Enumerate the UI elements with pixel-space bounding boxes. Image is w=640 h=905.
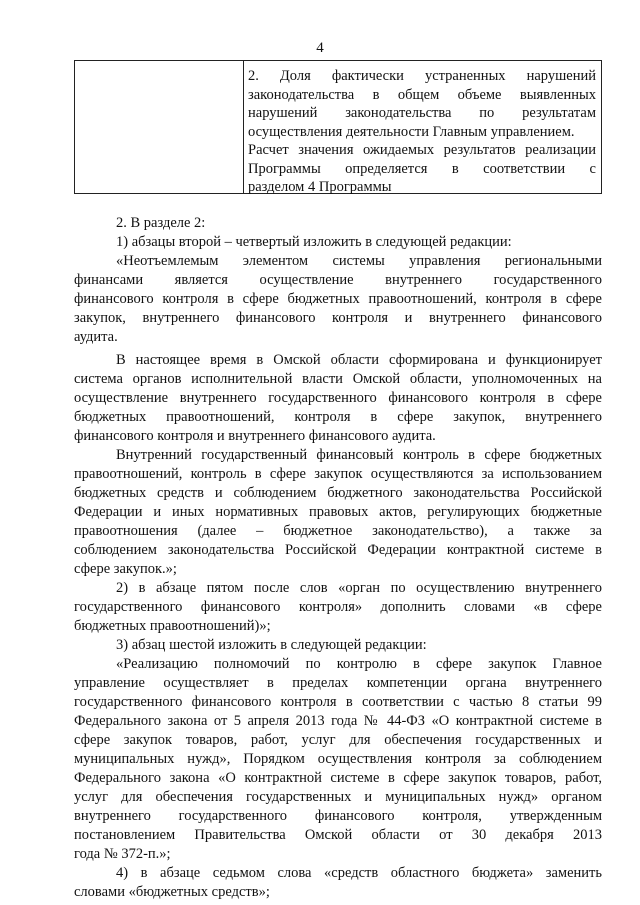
table-cell-line: нарушений законодательства по результатам [248, 105, 596, 121]
table-cell-line: 2. Доля фактически устраненных нарушений [248, 68, 596, 84]
body-line: закупок, внутреннего финансового контроля и внутреннего финансового [74, 310, 602, 326]
table-cell-right [248, 67, 596, 197]
body-line: услуг для обеспечения государственных и муниципальных нужд» органом [74, 789, 602, 805]
document-body [74, 214, 602, 902]
body-line: 3) абзац шестой изложить в следующей редакции: [116, 637, 427, 653]
body-line: осуществление внутреннего государственного финансового контроля в сфере [74, 390, 602, 406]
body-line: внутреннего государственного финансового контроля, утвержденным [74, 808, 602, 824]
body-line: финансового контроля и внутреннего финансового аудита. [74, 428, 436, 444]
body-line: постановлением Правительства Омской области от 30 декабря 2013 [74, 827, 602, 843]
body-line: «Реализацию полномочий по контролю в сфере закупок Главное [116, 656, 602, 672]
body-line: сфере закупок.»; [74, 561, 177, 577]
body-line: года № 372-п.»; [74, 846, 171, 862]
page-number: 4 [316, 40, 324, 56]
body-line: 1) абзацы второй – четвертый изложить в следующей редакции: [116, 234, 512, 250]
table-cell-line: Программы определяется в соответствии с [248, 160, 596, 177]
table-cell-line: осуществления деятельности Главным управлением. [248, 123, 575, 140]
body-line: государственного финансового контроля в соответствии с частью 8 статьи 99 [74, 694, 602, 710]
body-line: соблюдением законодательства Российской Федерации контрактной системе в [74, 542, 602, 558]
body-line: бюджетных правоотношений, контроля в сфере закупок, внутреннего [74, 409, 602, 425]
body-line: 2. В разделе 2: [116, 215, 206, 231]
body-line: бюджетных правоотношений)»; [74, 618, 271, 634]
body-line: 2) в абзаце пятом после слов «орган по осуществлению внутреннего [116, 580, 602, 596]
body-line: 4) в абзаце седьмом слова «средств областного бюджета» заменить [116, 865, 602, 881]
body-line: муниципальных нужд», Порядком осуществления контроля за соблюдением [74, 751, 602, 767]
body-line: В настоящее время в Омской области сформирована и функционирует [116, 352, 602, 368]
table-cell-line: законодательства в общем объеме выявленных [248, 86, 596, 103]
programme-table [74, 60, 602, 194]
body-line: Федерального закона от 5 апреля 2013 года № 44-ФЗ «О контрактной системе в [74, 713, 602, 729]
body-line: система органов исполнительной власти Омской области, уполномоченных на [74, 371, 602, 387]
body-line: бюджетных средств и соблюдением бюджетного законодательства Российской [74, 485, 602, 501]
table-cell-line: разделом 4 Программы [248, 179, 392, 195]
body-line: правоотношений, контроль в сфере закупок осуществляются за использованием [74, 466, 602, 482]
body-line: Внутренний государственный финансовый контроль в сфере бюджетных [116, 447, 602, 463]
body-line: финансами является осуществление внутреннего государственного [74, 272, 602, 288]
body-line: правоотношения (далее – бюджетное законодательство), а также за [74, 523, 602, 539]
body-line: управление осуществляет в пределах компетенции органа внутреннего [74, 675, 602, 691]
body-line: сфере закупок товаров, работ, услуг для обеспечения государственных и [74, 732, 602, 748]
body-line: Федерального закона «О контрактной системе в сфере закупок товаров, работ, [74, 770, 602, 786]
body-line: финансового контроля в сфере бюджетных правоотношений, контроля в сфере [74, 291, 602, 307]
body-line: Федерации и иных нормативных правовых актов, регулирующих бюджетные [74, 504, 602, 520]
body-line: аудита. [74, 329, 118, 345]
table-cell-line: Расчет значения ожидаемых результатов реализации [248, 142, 596, 158]
body-line: «Неотъемлемым элементом системы управления региональными [116, 253, 602, 269]
body-line: государственного финансового контроля» дополнить словами «в сфере [74, 599, 602, 615]
body-line: словами «бюджетных средств»; [74, 884, 270, 900]
table-column-divider [243, 61, 244, 193]
